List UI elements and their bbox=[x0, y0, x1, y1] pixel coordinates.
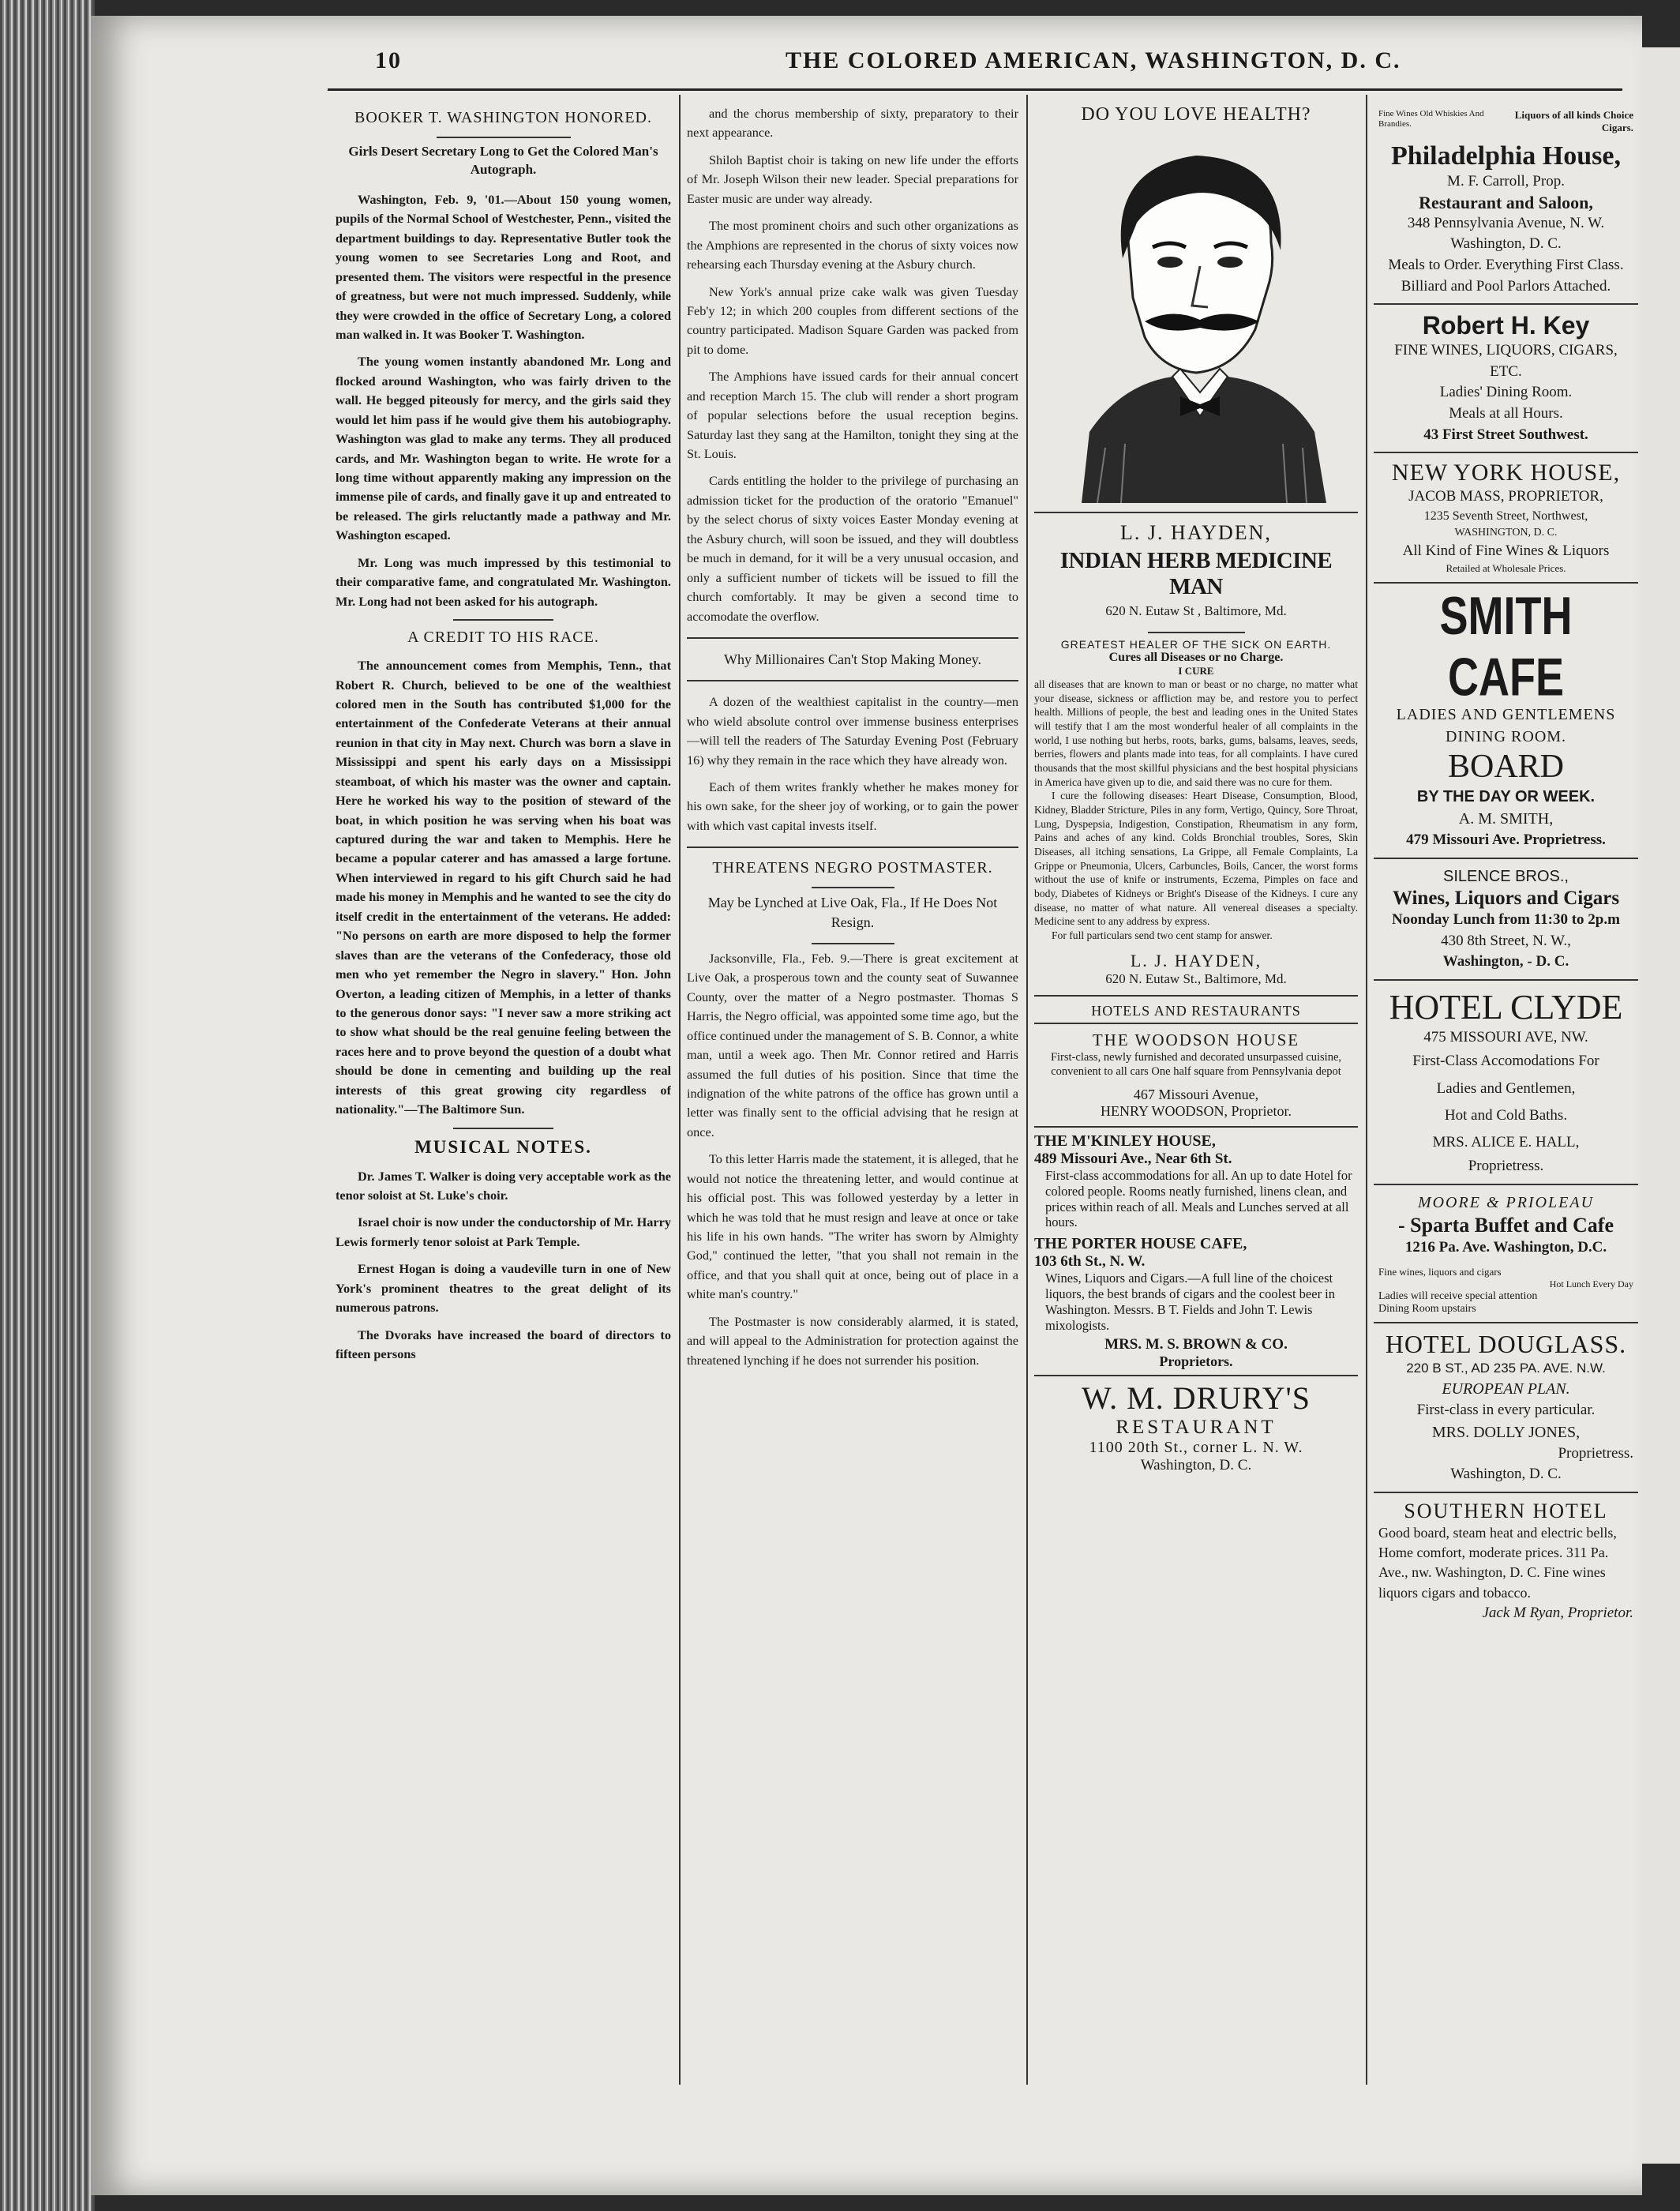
silence-bros-name: SILENCE BROS., bbox=[1443, 868, 1569, 886]
southern-hotel-proprietor: Jack M Ryan, Proprietor. bbox=[1482, 1604, 1633, 1621]
paragraph: The Dvoraks have increased the board of directors to fifteen persons bbox=[336, 1327, 671, 1362]
hotel-douglass-city: Washington, D. C. bbox=[1450, 1466, 1562, 1483]
ad-signature-name: L. J. HAYDEN, bbox=[1130, 950, 1262, 970]
article-body bbox=[336, 656, 671, 1120]
ad-headline: DO YOU LOVE HEALTH? bbox=[1081, 104, 1311, 125]
hotel-douglass-proprietor: MRS. DOLLY JONES, bbox=[1431, 1423, 1581, 1441]
next-page-edge bbox=[1642, 47, 1680, 2164]
hotel-clyde-name: HOTEL CLYDE bbox=[1389, 987, 1623, 1027]
eye-right bbox=[1217, 257, 1243, 268]
hotel-clyde-line: Hot and Cold Baths. bbox=[1444, 1106, 1568, 1124]
paragraph: Ernest Hogan is doing a vaudeville turn in one of New York's prominent theatres to the great delight of its numerous patrons. bbox=[336, 1261, 671, 1316]
ad-body-text bbox=[1034, 678, 1358, 943]
ad-top-right-text: Liquors of all kinds Choice Cigars. bbox=[1514, 109, 1633, 133]
section-rule bbox=[687, 680, 1018, 681]
new-york-house-proprietor: JACOB MASS, PROPRIETOR, bbox=[1408, 488, 1603, 505]
sparta-buffet-line: Ladies will receive special attention bbox=[1378, 1290, 1538, 1303]
section-rule bbox=[1034, 512, 1358, 513]
paragraph: Washington, Feb. 9, '01.—About 150 young women, pupils of the Normal School of Westchester, Penn., visited the department buildings to day. Representative Butler took the young women to see Secretaries Long and Root, and presented them. The visitors were respectful in the presence of greatness, but were not much impressed. Suddenly, while they were crowded in the office of Secretary Long, a colored man walked in. It was Booker T. Washington. bbox=[336, 191, 671, 342]
sparta-buffet-line: Fine wines, liquors and cigars bbox=[1378, 1266, 1502, 1278]
ad-tagline-bold: Cures all Diseases or no Charge. bbox=[1108, 651, 1284, 664]
porter-house-name: THE PORTER HOUSE CAFE, bbox=[1034, 1235, 1247, 1253]
porter-house-address: 103 6th St., N. W. bbox=[1034, 1253, 1146, 1271]
ad-silence-bros bbox=[1374, 859, 1638, 981]
hotel-douglass-name: HOTEL DOUGLASS. bbox=[1385, 1330, 1627, 1359]
new-york-house-line: Retailed at Wholesale Prices. bbox=[1446, 562, 1566, 575]
article-subhead: Girls Desert Secretary Long to Get the Colored Man's Autograph. bbox=[348, 144, 658, 177]
new-york-house-line: All Kind of Fine Wines & Liquors bbox=[1402, 542, 1610, 559]
eye-left bbox=[1157, 257, 1183, 268]
section-header-hotels: HOTELS AND RESTAURANTS bbox=[1034, 1000, 1358, 1024]
woodson-house-proprietor: HENRY WOODSON, Proprietor. bbox=[1034, 1103, 1358, 1128]
ad-tagline-small: I CURE bbox=[1178, 665, 1214, 677]
paragraph: Jacksonville, Fla., Feb. 9.—There is great excitement at Live Oak, a prosperous town and the county seat of Suwannee County, over the matter of a Negro postmaster. Thomas S Harris, the Negro official, was appointed some time ago, but the office continued under the management of S. B. Connor, a white man, until a week ago. Then Mr. Connor retired and Harris assumed the full duties of his position. Since that time the indignation of the white patrons of the office has grown until a letter was finally sent to the official advising that he resign at once. bbox=[687, 950, 1018, 1139]
southern-hotel-name: SOUTHERN HOTEL bbox=[1404, 1499, 1608, 1522]
ad-paragraph: all diseases that are known to man or beast or no charge, no matter what your disease, sickness or affliction may be, and restore you to perfect health. Millions of people, the best and leading ones in the United States will testify that I am the most wonderful healer of all complaints in the world, I use nothing but herbs, roots, barks, gums, balsams, leaves, seeds, berries, flowers and plants made into teas, for all complaints. I have cured thousands that the most skillful physicians and the best hospital physicians in America have given up to die, and said there was no cure for them. bbox=[1034, 678, 1358, 788]
hotel-clyde-line: First-Class Accomodations For bbox=[1412, 1053, 1599, 1070]
hotel-clyde-proprietor-label: Proprietress. bbox=[1468, 1158, 1544, 1175]
robert-key-line: Meals at all Hours. bbox=[1449, 404, 1563, 422]
paragraph: The young women instantly abandoned Mr. Long and flocked around Washington, who was fairly driven to the wall. He begged piteously for mercy, and the girls said they would let him pass if he would give them his autobiography. Washington was glad to make any terms. They all produced cards, and Mr. Washington began to write. He wrote for a long time without apparently making any impression on the immense pile of cards, and finally gave it up and entreated to be released. The girls reluctantly made a pathway and Mr. Washington escaped. bbox=[336, 354, 671, 543]
article-subhead: May be Lynched at Live Oak, Fla., If He Does Not Resign. bbox=[707, 895, 998, 930]
paragraph: The most prominent choirs and such other organizations as the Amphions are represented in the chorus of sixty voices now rehearsing each Thursday evening at the Asbury church. bbox=[687, 218, 1018, 272]
short-rule bbox=[453, 619, 554, 621]
philadelphia-house-address: 348 Pennsylvania Avenue, N. W. bbox=[1407, 214, 1605, 231]
section-rule bbox=[1034, 995, 1358, 997]
philadelphia-house-proprietor: M. F. Carroll, Prop. bbox=[1447, 173, 1565, 190]
paragraph: Each of them writes frankly whether he makes money for his own sake, for the sheer joy of working, or to gain the power with which vast capital invests itself. bbox=[687, 779, 1018, 833]
ad-hotel-clyde bbox=[1374, 981, 1638, 1185]
column-divider bbox=[679, 95, 681, 2085]
hotel-douglass-proprietor-label: Proprietress. bbox=[1558, 1444, 1633, 1462]
article-body bbox=[336, 190, 671, 611]
short-rule bbox=[812, 943, 894, 944]
paragraph: Israel choir is now under the conductorship of Mr. Harry Lewis formerly tenor soloist at Park Temple. bbox=[336, 1214, 671, 1249]
ad-southern-hotel bbox=[1374, 1493, 1638, 1630]
hotel-clyde-line: Ladies and Gentlemen, bbox=[1436, 1079, 1576, 1097]
mckinley-house-name: THE M'KINLEY HOUSE, bbox=[1034, 1132, 1216, 1151]
drury-city: Washington, D. C. bbox=[1140, 1457, 1252, 1474]
robert-key-name: Robert H. Key bbox=[1422, 311, 1590, 340]
section-rule bbox=[687, 637, 1018, 639]
portrait-engraving bbox=[1034, 132, 1358, 503]
philadelphia-house-line: Meals to Order. Everything First Class. bbox=[1388, 256, 1624, 273]
ad-hotel-douglass bbox=[1374, 1323, 1638, 1493]
smith-cafe-line: LADIES AND GENTLEMENS DINING ROOM. bbox=[1396, 706, 1616, 746]
southern-hotel-body: Good board, steam heat and electric bells, Home comfort, moderate prices. 311 Pa. Ave., nw. Washington, D. C. Fine wines liquors cigars and tobacco. bbox=[1378, 1524, 1617, 1601]
silence-bros-address: 430 8th Street, N. W., bbox=[1441, 932, 1571, 949]
column-divider bbox=[1026, 95, 1028, 2085]
ad-philadelphia-house bbox=[1374, 103, 1638, 305]
ad-paragraph: I cure the following diseases: Heart Disease, Consumption, Blood, Kidney, Bladder Stricture, Piles in any form, Vertigo, Quincy, Sore Throat, Lung, Dyspepsia, Indigestion, Constipation, Rheumatism in any form, Pains and aches of any kind. Colds Bronchial troubles, Sores, Skin Diseases, all itching sensations, La Grippe, all Female Complaints, La Grippe or Pneumonia, Ulcers, Carbuncles, Boils, Cancer, the worst forms without the use of knife or instruments, Eczema, Pimples on face and body, Diabetes of Kidneys or Bright's Disease of the Kidneys. I cure any disease, no matter of what nature. All venereal diseases a specialty. Medicine sent to any address by express. bbox=[1034, 790, 1358, 928]
drury-name: W. M. DRURY'S bbox=[1082, 1380, 1311, 1417]
smith-cafe-address: 479 Missouri Ave. Proprietress. bbox=[1406, 831, 1606, 849]
sparta-buffet-name: - Sparta Buffet and Cafe bbox=[1398, 1213, 1614, 1237]
smith-cafe-line: BY THE DAY OR WEEK. bbox=[1416, 788, 1596, 806]
article-headline: Why Millionaires Can't Stop Making Money. bbox=[723, 651, 982, 667]
woodson-house-name: THE WOODSON HOUSE bbox=[1092, 1030, 1300, 1049]
woodson-house-address: 467 Missouri Avenue, bbox=[1133, 1087, 1259, 1103]
mckinley-house-desc: First-class accommodations for all. An up to date Hotel for colored people. Rooms neatly furnished, linens clean, and prices within reach of all. Meals and Lunches served at all hours. bbox=[1045, 1168, 1352, 1230]
paragraph: New York's annual prize cake walk was given Tuesday Feb'y 12; in which 200 couples from different sections of the country participated. Madison Square Garden was packed from pit to dome. bbox=[687, 283, 1018, 357]
new-york-house-address: 1235 Seventh Street, Northwest, bbox=[1423, 509, 1588, 523]
porter-house-desc: Wines, Liquors and Cigars.—A full line of the choicest liquors, the best brands of cigars and the coolest beer in Washington. Messrs. B T. Fields and John T. Lewis mixologists. bbox=[1045, 1271, 1336, 1333]
philadelphia-house-subtitle: Restaurant and Saloon, bbox=[1419, 192, 1593, 212]
short-rule bbox=[812, 887, 894, 888]
smith-cafe-name: SMITH CAFE bbox=[1439, 587, 1573, 708]
robert-key-address: 43 First Street Southwest. bbox=[1423, 426, 1588, 443]
advertiser-name: L. J. HAYDEN, bbox=[1120, 521, 1272, 544]
robert-key-line: FINE WINES, LIQUORS, CIGARS, ETC. bbox=[1394, 342, 1618, 380]
paragraph: A dozen of the wealthiest capitalist in the country—men who wield absolute control over immense business enterprises—will tell the readers of The Saturday Evening Post (February 16) why they remain in the race which they have already won. bbox=[687, 694, 1018, 768]
ad-smith-cafe bbox=[1374, 584, 1638, 859]
paragraph: The announcement comes from Memphis, Tenn., that Robert R. Church, believed to be one of the wealthiest colored men in the South has contributed $1,000 for the entertainment of the Confederate Veterans at their annual reunion in that city in May next. Church was born a slave in Mississippi and spent his early days on a Mississippi steamboat, of which his master was the owner and captain. Here he worked his way to the position of steward of the boat, in which position he was serving when his boat was captured during the war and taken to Memphis. Here he became a popular caterer and has amassed a large fortune. When interviewed in regard to his gift Church said he had made his money in Memphis and he wanted to see the city do itself credit in the entertainment of the veterans. He added: "No persons on earth are more disposed to help the former slaves than are the veterans of the Confederacy, those old men who yet remember the Negro in slavery." Hon. John Overton, a leading citizen of Memphis, in a letter of thanks to the generous donor says: "I never saw a more striking act to show what should be the real genuine feeling between the races here and to prove beyond the question of a doubt what should be done in cementing and building up the real interests of this great growing city regardless of nationality."—The Baltimore Sun. bbox=[336, 658, 671, 1117]
column-divider bbox=[1366, 95, 1367, 2085]
philadelphia-house-name: Philadelphia House, bbox=[1391, 141, 1621, 171]
column-2 bbox=[687, 104, 1018, 2090]
ad-paragraph: For full particulars send two cent stamp for answer. bbox=[1052, 929, 1273, 942]
article-body bbox=[336, 1167, 671, 1365]
smith-cafe-board: BOARD bbox=[1447, 749, 1565, 786]
paragraph: The Postmaster is now considerably alarmed, it is stated, and will appeal to the Administration for protection against the threatened lynching if he does not surrender his position. bbox=[687, 1313, 1018, 1368]
article-headline: A CREDIT TO HIS RACE. bbox=[407, 629, 599, 647]
article-headline: MUSICAL NOTES. bbox=[414, 1136, 592, 1157]
hotel-clyde-address: 475 MISSOURI AVE, NW. bbox=[1423, 1028, 1588, 1045]
porter-house-proprietor: MRS. M. S. BROWN & CO. bbox=[1104, 1336, 1288, 1353]
advertiser-title: INDIAN HERB MEDICINE MAN bbox=[1059, 548, 1333, 599]
porter-house-proprietor-label: Proprietors. bbox=[1034, 1353, 1358, 1376]
drury-subtitle: RESTAURANT bbox=[1116, 1417, 1277, 1439]
sparta-buffet-address: 1216 Pa. Ave. Washington, D.C. bbox=[1404, 1238, 1607, 1256]
column-1 bbox=[336, 104, 671, 2090]
newspaper-page bbox=[91, 16, 1642, 2195]
woodson-house-desc: First-class, newly furnished and decorated unsurpassed cuisine, convenient to all cars One half square from Pennsylvania depot bbox=[1050, 1050, 1342, 1078]
smith-cafe-proprietor: A. M. SMITH, bbox=[1458, 810, 1554, 828]
hotel-douglass-plan: EUROPEAN PLAN. bbox=[1442, 1380, 1570, 1398]
short-rule bbox=[1148, 632, 1245, 633]
hotel-clyde-proprietor: MRS. ALICE E. HALL, bbox=[1432, 1134, 1580, 1151]
masthead-title: THE COLORED AMERICAN, WASHINGTON, D. C. bbox=[786, 47, 1401, 73]
paragraph: The Amphions have issued cards for their annual concert and reception March 15. The club will render a short program of popular selections before the usual reception begins. Saturday last they sang at the Hamilton, tonight they sing at the St. Louis. bbox=[687, 369, 1018, 461]
hotel-douglass-address: 220 B ST., AD 235 PA. AVE. N.W. bbox=[1406, 1361, 1606, 1376]
silence-bros-hours: Noonday Lunch from 11:30 to 2p.m bbox=[1392, 911, 1620, 929]
ad-signature-address: 620 N. Eutaw St., Baltimore, Md. bbox=[1105, 970, 1287, 986]
ad-robert-key bbox=[1374, 305, 1638, 453]
drury-address: 1100 20th St., corner L. N. W. bbox=[1089, 1439, 1303, 1457]
paragraph: Mr. Long was much impressed by this testimonial to their comparative fame, and congratulated Mr. Washington. Mr. Long had not been asked for his autograph. bbox=[336, 554, 671, 609]
advertiser-address: 620 N. Eutaw St , Baltimore, Md. bbox=[1105, 603, 1287, 618]
book-binding-edge bbox=[0, 0, 95, 2211]
page-number: 10 bbox=[375, 47, 402, 73]
silence-bros-city: Washington, - D. C. bbox=[1442, 953, 1569, 970]
paragraph: Shiloh Baptist choir is taking on new life under the efforts of Mr. Joseph Wilson their new leader. Special preparations for Easter music are under way already. bbox=[687, 152, 1018, 206]
paragraph: and the chorus membership of sixty, preparatory to their next appearance. bbox=[687, 106, 1018, 141]
robert-key-line: Ladies' Dining Room. bbox=[1439, 384, 1573, 401]
section-rule bbox=[687, 846, 1018, 848]
hotel-douglass-line: First-class in every particular. bbox=[1416, 1402, 1596, 1419]
sparta-buffet-line: Dining Room upstairs bbox=[1378, 1303, 1476, 1316]
article-headline: BOOKER T. WASHINGTON HONORED. bbox=[354, 109, 652, 126]
column-3 bbox=[1034, 104, 1358, 2090]
ad-top-left-text: Fine Wines Old Whiskies And Brandies. bbox=[1378, 109, 1484, 130]
short-rule bbox=[437, 137, 571, 138]
sparta-buffet-owners: MOORE & PRIOLEAU bbox=[1417, 1193, 1595, 1211]
philadelphia-house-city: Washington, D. C. bbox=[1450, 235, 1562, 253]
sparta-buffet-line: Hot Lunch Every Day bbox=[1549, 1278, 1633, 1290]
column-4 bbox=[1374, 103, 1638, 2089]
paragraph: Dr. James T. Walker is doing very acceptable work as the tenor soloist at St. Luke's choir. bbox=[336, 1168, 671, 1203]
paragraph: To this letter Harris made the statement, it is alleged, that he would not notice the threatening letter, and would continue at his official post. This was followed yesterday by a letter in which he was told that he must resign and leave at once or take his life in his own hands. "The writer has sworn by Almighty God," continued the letter, "that you shall not remain in the office, and that you shall quit at once, being out of place in a white man's country." bbox=[687, 1151, 1018, 1302]
ad-sparta-buffet bbox=[1374, 1185, 1638, 1324]
philadelphia-house-line: Billiard and Pool Parlors Attached. bbox=[1401, 277, 1611, 295]
ad-new-york-house bbox=[1374, 453, 1638, 584]
short-rule bbox=[453, 1128, 554, 1129]
silence-bros-line: Wines, Liquors and Cigars bbox=[1392, 888, 1620, 910]
new-york-house-city: WASHINGTON, D. C. bbox=[1454, 527, 1558, 539]
paragraph: Cards entitling the holder to the privilege of purchasing an admission ticket for the production of the oratorio "Emanuel" by the select chorus of sixty voices Easter Monday evening at the Asbury church, will soon be issued, and they will doubtless be much in demand, for it will be a very unusual occasion, and only a sufficient number of tickets will be issued to fill the church comfortably. It may be given a second time to accomodate the overflow. bbox=[687, 473, 1018, 624]
mckinley-house-address: 489 Missouri Ave., Near 6th St. bbox=[1034, 1151, 1232, 1168]
header-rule bbox=[328, 88, 1622, 91]
ad-tagline: GREATEST HEALER OF THE SICK ON EARTH. bbox=[1060, 638, 1332, 651]
new-york-house-name: NEW YORK HOUSE, bbox=[1391, 460, 1621, 486]
article-headline: THREATENS NEGRO POSTMASTER. bbox=[712, 859, 993, 877]
